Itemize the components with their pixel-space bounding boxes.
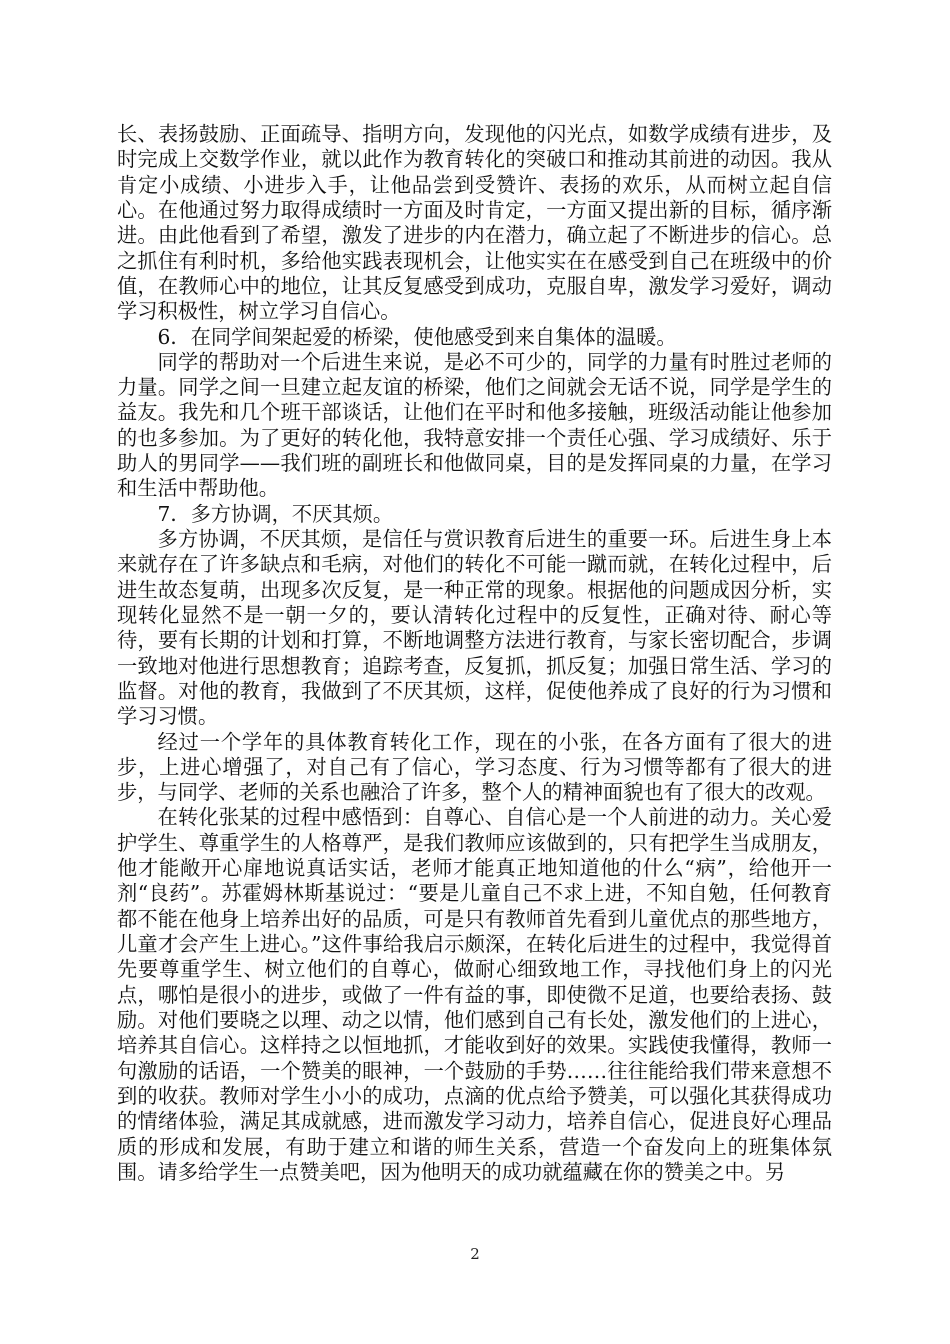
document-body (117, 122, 832, 1185)
paragraph-5: 多方协调，不厌其烦，是信任与赏识教育后进生的重要一环。后进生身上本来就存在了许多缺点和毛病，对他们的转化不可能一蹴而就，在转化过程中，后进生故态复萌，出现多次反复，是一种正常的现象。根据他的问题成因分析，实现转化显然不是一朝一夕的，要认清转化过程中的反复性，正确对待、耐心等待，要有长期的计划和打算，不断地调整方法进行教育，与家长密切配合，步调一致地对他进行思想教育；追踪考查，反复抓，抓反复；加强日常生活、学习的监督。对他的教育，我做到了不厌其烦，这样，促使他养成了良好的行为习惯和学习习惯。 (117, 527, 832, 729)
paragraph-3: 同学的帮助对一个后进生来说，是必不可少的，同学的力量有时胜过老师的力量。同学之间一旦建立起友谊的桥梁，他们之间就会无话不说，同学是学生的益友。我先和几个班干部谈话，让他们在平时和他多接触，班级活动能让他参加的也多参加。为了更好的转化他，我特意安排一个责任心强、学习成绩好、乐于助人的男同学——我们班的副班长和他做同桌，目的是发挥同桌的力量，在学习和生活中帮助他。 (117, 349, 832, 501)
paragraph-1: 长、表扬鼓励、正面疏导、指明方向，发现他的闪光点，如数学成绩有进步，及时完成上交数学作业，就以此作为教育转化的突破口和推动其前进的动因。我从肯定小成绩、小进步入手，让他品尝到受赞许、表扬的欢乐，从而树立起自信心。在他通过努力取得成绩时一方面及时肯定，一方面又提出新的目标，循序渐进。由此他看到了希望，激发了进步的内在潜力，确立起了不断进步的信心。总之抓住有利时机，多给他实践表现机会，让他实实在在感受到自己在班级中的价值，在教师心中的地位，让其反复感受到成功，克服自卑，激发学习爱好，调动学习积极性，树立学习自信心。 (117, 122, 832, 324)
paragraph-heading-6: 6．在同学间架起爱的桥梁，使他感受到来自集体的温暖。 (157, 324, 677, 349)
page-number: 2 (470, 1245, 480, 1263)
paragraph-6: 经过一个学年的具体教育转化工作，现在的小张，在各方面有了很大的进步，上进心增强了，对自己有了信心，学习态度、行为习惯等都有了很大的进步，与同学、老师的关系也融洽了许多，整个人的精神面貌也有了很大的改观。 (117, 729, 832, 805)
paragraph-heading-7: 7．多方协调，不厌其烦。 (157, 501, 394, 526)
paragraph-7: 在转化张某的过程中感悟到：自尊心、自信心是一个人前进的动力。关心爱护学生、尊重学生的人格尊严，是我们教师应该做到的，只有把学生当成朋友，他才能敞开心扉地说真话实话，老师才能真正地知道他的什么“病”，给他开一剂“良药”。苏霍姆林斯基说过：“要是儿童自己不求上进，不知自勉，任何教育都不能在他身上培养出好的品质，可是只有教师首先看到儿童优点的那些地方，儿童才会产生上进心。”这件事给我启示颇深，在转化后进生的过程中，我觉得首先要尊重学生、树立他们的自尊心，做耐心细致地工作，寻找他们身上的闪光点，哪怕是很小的进步，或做了一件有益的事，即使微不足道，也要给表扬、鼓励。对他们要晓之以理、动之以情，他们感到自己有长处，激发他们的上进心，培养其自信心。这样持之以恒地抓，才能收到好的效果。实践使我懂得，教师一句激励的话语，一个赞美的眼神，一个鼓励的手势……往往能给我们带来意想不到的收获。教师对学生小小的成功，点滴的优点给予赞美，可以强化其获得成功的情绪体验，满足其成就感，进而激发学习动力，培养自信心，促进良好心理品质的形成和发展，有助于建立和谐的师生关系，营造一个奋发向上的班集体氛围。请多给学生一点赞美吧，因为他明天的成功就蕴藏在你的赞美之中。另 (117, 805, 832, 1184)
